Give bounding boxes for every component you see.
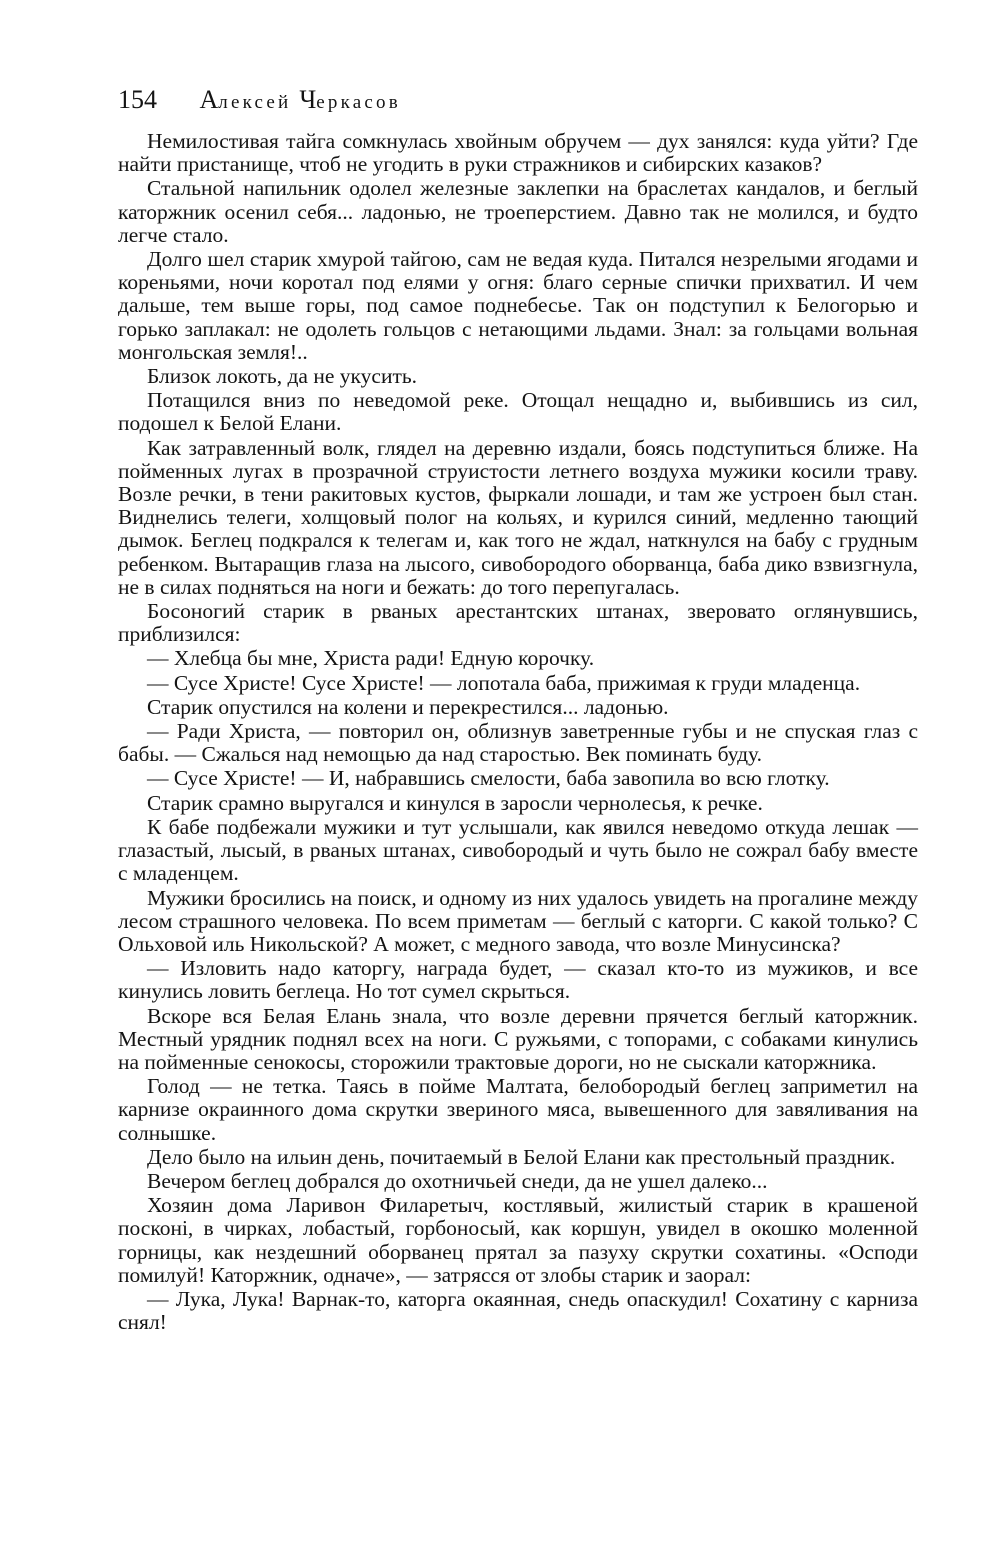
dialogue-line: — Хлебца бы мне, Христа ради! Едную корочку. (147, 646, 595, 671)
paragraph: Немилостивая тайга сомкнулась хвойным обручем — дух занялся: куда уйти? Где найти пристанище, чтоб не угодить в руки стражников и сибирских казаков? (118, 129, 918, 177)
dialogue-line: — Ради Христа, — повторил он, облизнув заветренные губы и не спуская глаз с бабы. — Сжалься над немощью да над старостью. Век поминать буду. (118, 719, 918, 767)
page-body (118, 130, 918, 1334)
paragraph: Как затравленный волк, глядел на деревню издали, боясь подступиться ближе. На пойменных лугах в прозрачной струистости летнего воздуха мужики косили траву. Возле речки, в тени ракитовых кустов, фыркали лошади, и там же устроен был стан. Виднелись телеги, холщовый полог на кольях, и курился синий, медленно тающий дымок. Беглец подкрался к телегам и, как того не ждал, наткнулся на бабу с грудным ребенком. Вытаращив глаза на лысого, сивобородого оборванца, баба дико взвизгнула, не в силах подняться на ноги и бежать: до того перепугалась. (118, 435, 918, 599)
page-number: 154 (118, 85, 157, 114)
dialogue-line: — Сусе Христе! — И, набравшись смелости, баба завопила во всю глотку. (147, 766, 830, 791)
dialogue-line: — Лука, Лука! Варнак-то, каторга окаянная, снедь опаскудил! Сохатину с карниза снял! (118, 1286, 918, 1335)
paragraph: Вскоре вся Белая Елань знала, что возле деревни прячется беглый каторжник. Местный урядник поднял всех на ноги. С ружьями, с топорами, с собаками кинулись на пойменные сенокосы, сторожили трактовые дороги, но не сыскали каторжника. (118, 1003, 918, 1074)
paragraph: К бабе подбежали мужики и тут услышали, как явился неведомо откуда лешак — глазастый, лысый, в рваных штанах, сивобородый и чуть было не сожрал бабу вместе с младенцем. (118, 814, 918, 886)
paragraph: Потащился вниз по неведомой реке. Отощал нещадно и, выбившись из сил, подошел к Белой Елани. (118, 388, 918, 436)
paragraph: Старик опустился на колени и перекрестился... ладонью. (147, 694, 669, 719)
paragraph: Дело было на ильин день, почитаемый в Белой Елани как престольный праздник. (147, 1144, 896, 1169)
paragraph: Старик срамно выругался и кинулся в заросли чернолесья, к речке. (147, 790, 763, 815)
paragraph: Хозяин дома Ларивон Филаретыч, костлявый, жилистый старик в крашеной посконі, в чирках, лобастый, горбоносый, как коршун, увидел в окошко моленной горницы, как нездешний оборванец прятал за пазуху скрутки сохатины. «Осподи помилуй! Каторжник, одначе», — затрясся от злобы старик и заорал: (118, 1193, 918, 1287)
paragraph: Близок локоть, да не укусить. (147, 364, 418, 389)
paragraph: Мужики бросились на поиск, и одному из них удалось увидеть на прогалине между лесом страшного человека. По всем приметам — беглый с каторги. С какой только? С Ольховой иль Никольской? А может, с медного завода, что возле Минусинска? (118, 885, 918, 956)
paragraph: Голод — не тетка. Таясь в пойме Малтата, белобородый беглец заприметил на карнизе окраинного дома скрутки звериного мяса, вывешенного для завяливания на солнышке. (118, 1074, 918, 1145)
paragraph: Вечером беглец добрался до охотничьей снеди, да не ушел далеко... (147, 1168, 768, 1193)
dialogue-line: — Сусе Христе! Сусе Христе! — лопотала баба, прижимая к груди младенца. (147, 670, 861, 695)
running-header (118, 84, 401, 119)
dialogue-line: — Изловить надо каторгу, награда будет, — сказал кто-то из мужиков, и все кинулись ловить беглеца. Но тот сумел скрыться. (118, 956, 918, 1004)
paragraph: Долго шел старик хмурой тайгою, сам не ведая куда. Питался незрелыми ягодами и кореньями, ночи коротал под елями у огня: благо серные спички прихватил. И чем дальше, тем выше горы, под самое поднебесье. Так он подступил к Белогорью и горько заплакал: не одолеть гольцов с нетающими льдами. Знал: за гольцами вольная монгольская земля!.. (118, 247, 918, 364)
running-title-author: Алексей Черкасов (199, 85, 401, 114)
paragraph: Стальной напильник одолел железные заклепки на браслетах кандалов, и беглый каторжник осенил себя... ладонью, не троеперстием. Давно так не молился, и будто легче стало. (118, 176, 918, 247)
paragraph: Босоногий старик в рваных арестантских штанах, зверовато оглянувшись, приблизился: (118, 599, 918, 647)
